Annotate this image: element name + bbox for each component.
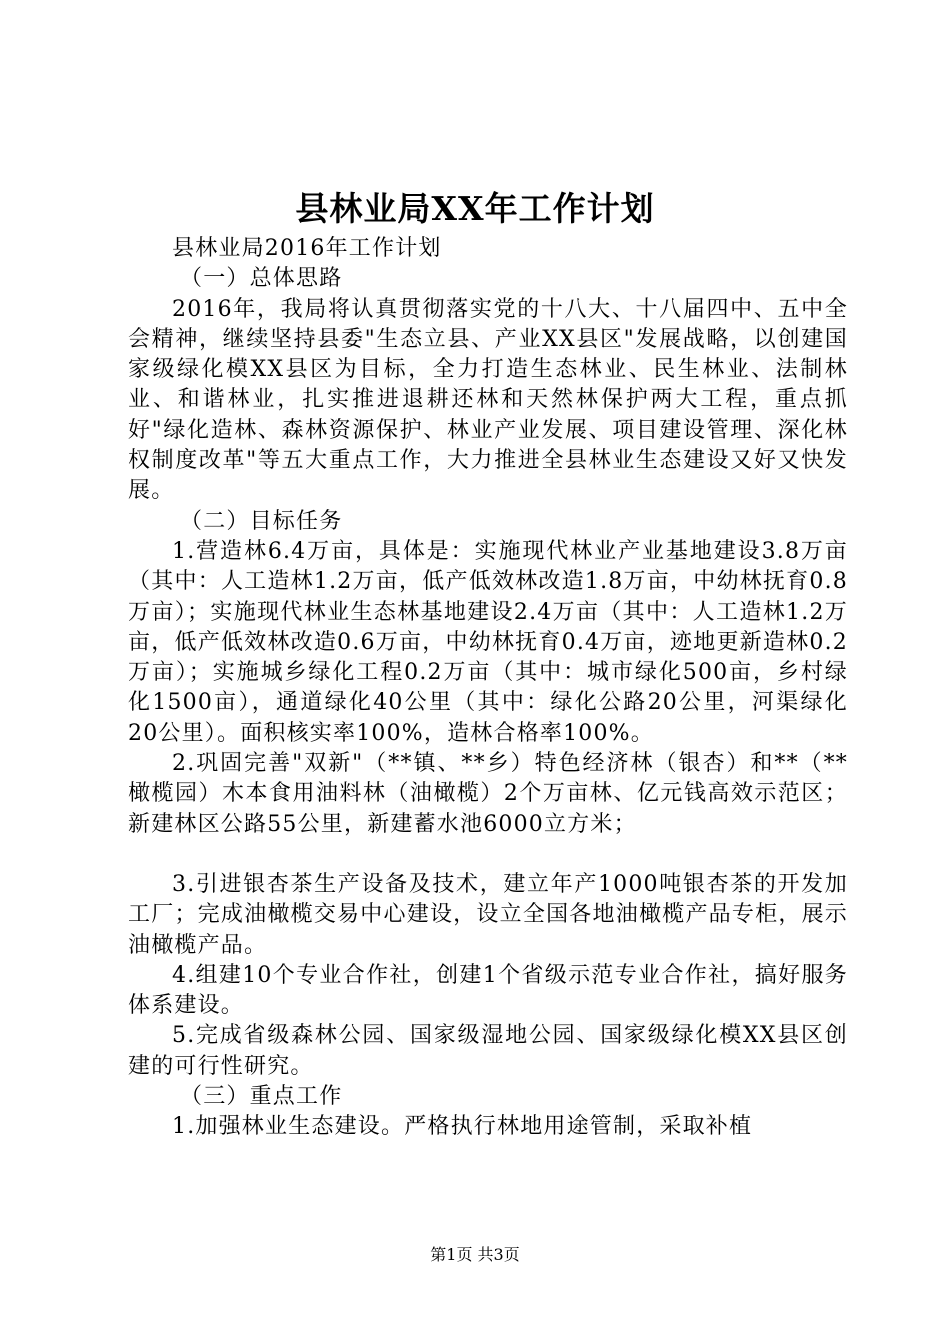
subtitle-line: 县林业局2016年工作计划 xyxy=(172,236,442,261)
page-footer: 第1页 共3页 xyxy=(430,1245,520,1264)
section-heading: （二）目标任务 xyxy=(180,508,343,534)
body-paragraph: 2016年，我局将认真贯彻落实党的十八大、十八届四中、五中全会精神，继续坚持县委"生态立县、产业XX县区"发展战略，以创建国家级绿化模XX县区为目标，全力打造生态林业、民生林业、法制林业、和谐林业，扎实推进退耕还林和天然林保护两大工程，重点抓好"绿化造林、森林资源保护、林业产业发展、项目建设管理、深化林权制度改革"等五大重点工作，大力推进全县林业生态建设又好又快发展。 xyxy=(128,296,848,504)
section-heading: （一）总体思路 xyxy=(180,266,343,292)
paragraph-gap xyxy=(128,840,848,870)
body-paragraph: 5.完成省级森林公园、国家级湿地公园、国家级绿化模XX县区创建的可行性研究。 xyxy=(128,1023,848,1079)
document-body xyxy=(128,234,848,1143)
body-paragraph: 1.营造林6.4万亩，具体是：实施现代林业产业基地建设3.8万亩（其中：人工造林1.2万亩，低产低效林改造1.8万亩，中幼林抚育0.8万亩）；实施现代林业生态林基地建设2.4万亩（其中：人工造林1.2万亩，低产低效林改造0.6万亩，中幼林抚育0.4万亩，迹地更新造林0.2万亩）；实施城乡绿化工程0.2万亩（其中：城市绿化500亩，乡村绿化1500亩），通道绿化40公里（其中：绿化公路20公里，河渠绿化20公里）。面积核实率100%，造林合格率100%。 xyxy=(128,538,848,746)
body-paragraph: 3.引进银杏茶生产设备及技术，建立年产1000吨银杏茶的开发加工厂；完成油橄榄交易中心建设，设立全国各地油橄榄产品专柜，展示油橄榄产品。 xyxy=(128,871,848,958)
body-paragraph: 2.巩固完善"双新"（**镇、**乡）特色经济林（银杏）和**（**橄榄园）木本食用油料林（油橄榄）2个万亩林、亿元钱高效示范区；新建林区公路55公里，新建蓄水池6000立方米； xyxy=(128,751,848,837)
section-heading: （三）重点工作 xyxy=(180,1084,343,1110)
body-paragraph: 1.加强林业生态建设。严格执行林地用途管制，采取补植 xyxy=(172,1114,753,1140)
document-title: 县林业局XX年工作计划 xyxy=(295,189,655,228)
body-paragraph: 4.组建10个专业合作社，创建1个省级示范专业合作社，搞好服务体系建设。 xyxy=(128,962,848,1019)
